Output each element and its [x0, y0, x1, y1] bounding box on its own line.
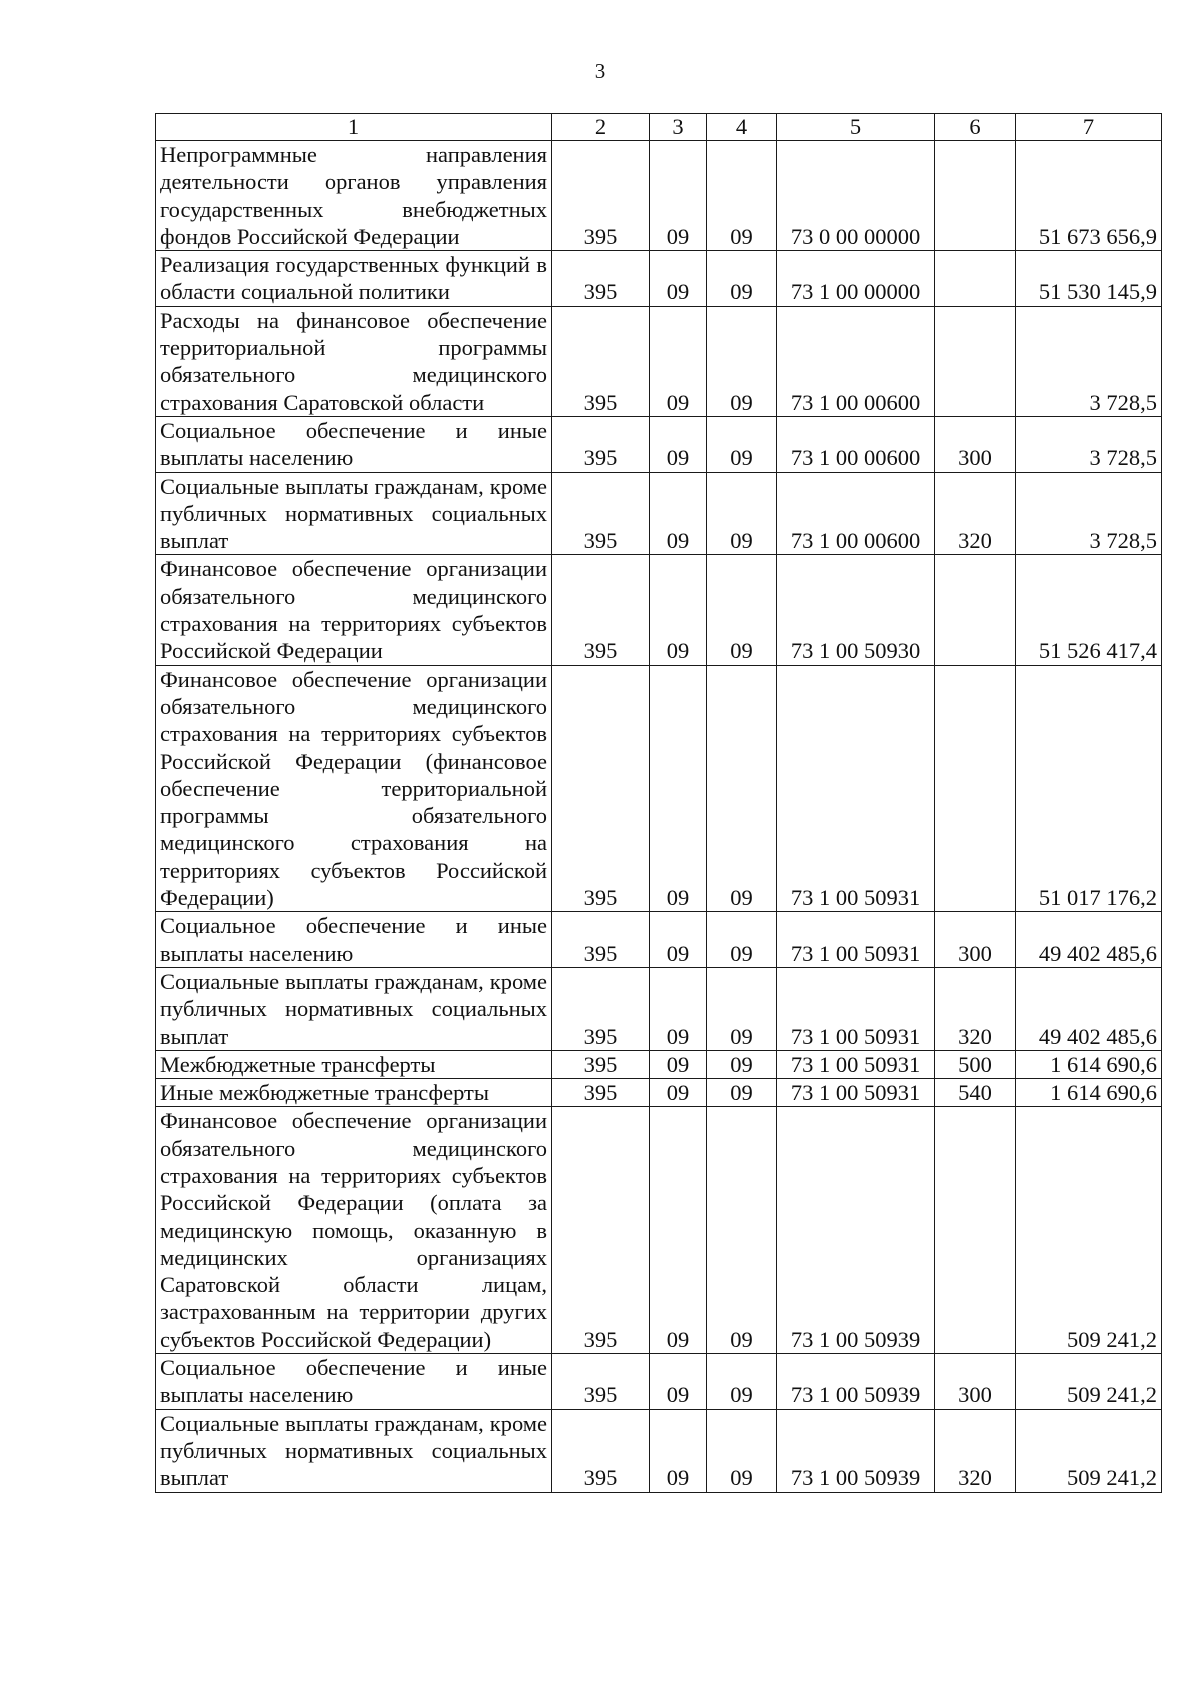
section-code-cell: 09: [650, 472, 707, 555]
section-code-cell: 09: [650, 416, 707, 472]
target-article-cell: 73 1 00 50931: [777, 1050, 935, 1078]
amount-cell: 1 614 690,6: [1016, 1079, 1162, 1107]
subsection-code-cell: 09: [707, 416, 777, 472]
target-article-cell: 73 1 00 50931: [777, 1079, 935, 1107]
table-row: [156, 306, 1162, 416]
expense-name-cell: Непрограммные направления деятельности органов управления государственных внебюджетных фондов Российской Федерации: [156, 141, 552, 251]
expense-type-cell: 540: [935, 1079, 1016, 1107]
column-header-6: 6: [935, 114, 1016, 141]
expense-type-cell: 300: [935, 912, 1016, 968]
expense-name-cell: Расходы на финансовое обеспечение территориальной программы обязательного медицинского страхования Саратовской области: [156, 306, 552, 416]
section-code-cell: 09: [650, 967, 707, 1050]
subsection-code-cell: 09: [707, 555, 777, 665]
table-body: [156, 141, 1162, 1493]
target-article-cell: 73 1 00 00600: [777, 306, 935, 416]
subsection-code-cell: 09: [707, 251, 777, 307]
expense-name-cell: Финансовое обеспечение организации обязательного медицинского страхования на территориях субъектов Российской Федерации (оплата за медицинскую помощь, оказанную в медицинских организациях Саратовской области лицам, застрахованным на территории других субъектов Российской Федерации): [156, 1107, 552, 1354]
expense-name-cell: Межбюджетные трансферты: [156, 1050, 552, 1078]
target-article-cell: 73 0 00 00000: [777, 141, 935, 251]
amount-cell: 3 728,5: [1016, 416, 1162, 472]
ministry-code-cell: 395: [552, 665, 650, 912]
subsection-code-cell: 09: [707, 1079, 777, 1107]
subsection-code-cell: 09: [707, 1354, 777, 1410]
expense-type-cell: 320: [935, 967, 1016, 1050]
subsection-code-cell: 09: [707, 306, 777, 416]
table-row: [156, 1107, 1162, 1354]
section-code-cell: 09: [650, 1107, 707, 1354]
subsection-code-cell: 09: [707, 665, 777, 912]
target-article-cell: 73 1 00 00000: [777, 251, 935, 307]
expense-name-cell: Финансовое обеспечение организации обязательного медицинского страхования на территориях субъектов Российской Федерации (финансовое обеспечение территориальной программы обязательного медицинского страхования на территориях субъектов Российской Федерации): [156, 665, 552, 912]
budget-table: [155, 113, 1162, 1493]
subsection-code-cell: 09: [707, 967, 777, 1050]
section-code-cell: 09: [650, 912, 707, 968]
page-number: 3: [594, 59, 606, 83]
table-row: [156, 1079, 1162, 1107]
column-header-4: 4: [707, 114, 777, 141]
section-code-cell: 09: [650, 1409, 707, 1492]
expense-type-cell: 320: [935, 1409, 1016, 1492]
subsection-code-cell: 09: [707, 141, 777, 251]
table-row: [156, 912, 1162, 968]
expense-name-cell: Социальное обеспечение и иные выплаты населению: [156, 912, 552, 968]
expense-name-cell: Социальные выплаты гражданам, кроме публичных нормативных социальных выплат: [156, 1409, 552, 1492]
column-header-2: 2: [552, 114, 650, 141]
amount-cell: 509 241,2: [1016, 1354, 1162, 1410]
ministry-code-cell: 395: [552, 967, 650, 1050]
expense-name-cell: Социальное обеспечение и иные выплаты населению: [156, 1354, 552, 1410]
expense-type-cell: [935, 665, 1016, 912]
ministry-code-cell: 395: [552, 555, 650, 665]
amount-cell: 3 728,5: [1016, 306, 1162, 416]
expense-type-cell: 300: [935, 416, 1016, 472]
ministry-code-cell: 395: [552, 1409, 650, 1492]
section-code-cell: 09: [650, 251, 707, 307]
subsection-code-cell: 09: [707, 1107, 777, 1354]
target-article-cell: 73 1 00 50931: [777, 665, 935, 912]
expense-name-cell: Социальное обеспечение и иные выплаты населению: [156, 416, 552, 472]
ministry-code-cell: 395: [552, 416, 650, 472]
section-code-cell: 09: [650, 1050, 707, 1078]
amount-cell: 51 017 176,2: [1016, 665, 1162, 912]
expense-type-cell: 320: [935, 472, 1016, 555]
ministry-code-cell: 395: [552, 306, 650, 416]
table-row: [156, 416, 1162, 472]
amount-cell: 51 673 656,9: [1016, 141, 1162, 251]
target-article-cell: 73 1 00 50931: [777, 912, 935, 968]
table-row: [156, 1409, 1162, 1492]
target-article-cell: 73 1 00 00600: [777, 416, 935, 472]
ministry-code-cell: 395: [552, 1107, 650, 1354]
expense-type-cell: [935, 251, 1016, 307]
expense-name-cell: Социальные выплаты гражданам, кроме публичных нормативных социальных выплат: [156, 967, 552, 1050]
amount-cell: 509 241,2: [1016, 1409, 1162, 1492]
target-article-cell: 73 1 00 50939: [777, 1354, 935, 1410]
amount-cell: 1 614 690,6: [1016, 1050, 1162, 1078]
expense-name-cell: Иные межбюджетные трансферты: [156, 1079, 552, 1107]
section-code-cell: 09: [650, 555, 707, 665]
target-article-cell: 73 1 00 50939: [777, 1107, 935, 1354]
table-row: [156, 967, 1162, 1050]
column-header-3: 3: [650, 114, 707, 141]
section-code-cell: 09: [650, 141, 707, 251]
table-row: [156, 251, 1162, 307]
expense-type-cell: [935, 1107, 1016, 1354]
expense-name-cell: Реализация государственных функций в области социальной политики: [156, 251, 552, 307]
expense-type-cell: 300: [935, 1354, 1016, 1410]
amount-cell: 3 728,5: [1016, 472, 1162, 555]
expense-type-cell: [935, 555, 1016, 665]
ministry-code-cell: 395: [552, 1050, 650, 1078]
subsection-code-cell: 09: [707, 1050, 777, 1078]
expense-type-cell: 500: [935, 1050, 1016, 1078]
section-code-cell: 09: [650, 1079, 707, 1107]
section-code-cell: 09: [650, 665, 707, 912]
amount-cell: 49 402 485,6: [1016, 967, 1162, 1050]
subsection-code-cell: 09: [707, 1409, 777, 1492]
amount-cell: 51 530 145,9: [1016, 251, 1162, 307]
section-code-cell: 09: [650, 1354, 707, 1410]
target-article-cell: 73 1 00 50930: [777, 555, 935, 665]
subsection-code-cell: 09: [707, 912, 777, 968]
table-row: [156, 665, 1162, 912]
table-row: [156, 1050, 1162, 1078]
subsection-code-cell: 09: [707, 472, 777, 555]
column-header-5: 5: [777, 114, 935, 141]
expense-type-cell: [935, 141, 1016, 251]
amount-cell: 509 241,2: [1016, 1107, 1162, 1354]
table-row: [156, 555, 1162, 665]
ministry-code-cell: 395: [552, 1354, 650, 1410]
ministry-code-cell: 395: [552, 141, 650, 251]
table-row: [156, 1354, 1162, 1410]
amount-cell: 51 526 417,4: [1016, 555, 1162, 665]
table-row: [156, 141, 1162, 251]
expense-name-cell: Финансовое обеспечение организации обязательного медицинского страхования на территориях субъектов Российской Федерации: [156, 555, 552, 665]
ministry-code-cell: 395: [552, 251, 650, 307]
expense-type-cell: [935, 306, 1016, 416]
section-code-cell: 09: [650, 306, 707, 416]
ministry-code-cell: 395: [552, 912, 650, 968]
ministry-code-cell: 395: [552, 1079, 650, 1107]
column-header-7: 7: [1016, 114, 1162, 141]
target-article-cell: 73 1 00 00600: [777, 472, 935, 555]
table-row: [156, 472, 1162, 555]
amount-cell: 49 402 485,6: [1016, 912, 1162, 968]
expense-name-cell: Социальные выплаты гражданам, кроме публичных нормативных социальных выплат: [156, 472, 552, 555]
ministry-code-cell: 395: [552, 472, 650, 555]
target-article-cell: 73 1 00 50931: [777, 967, 935, 1050]
header-row: [156, 114, 1162, 141]
column-header-1: 1: [156, 114, 552, 141]
target-article-cell: 73 1 00 50939: [777, 1409, 935, 1492]
